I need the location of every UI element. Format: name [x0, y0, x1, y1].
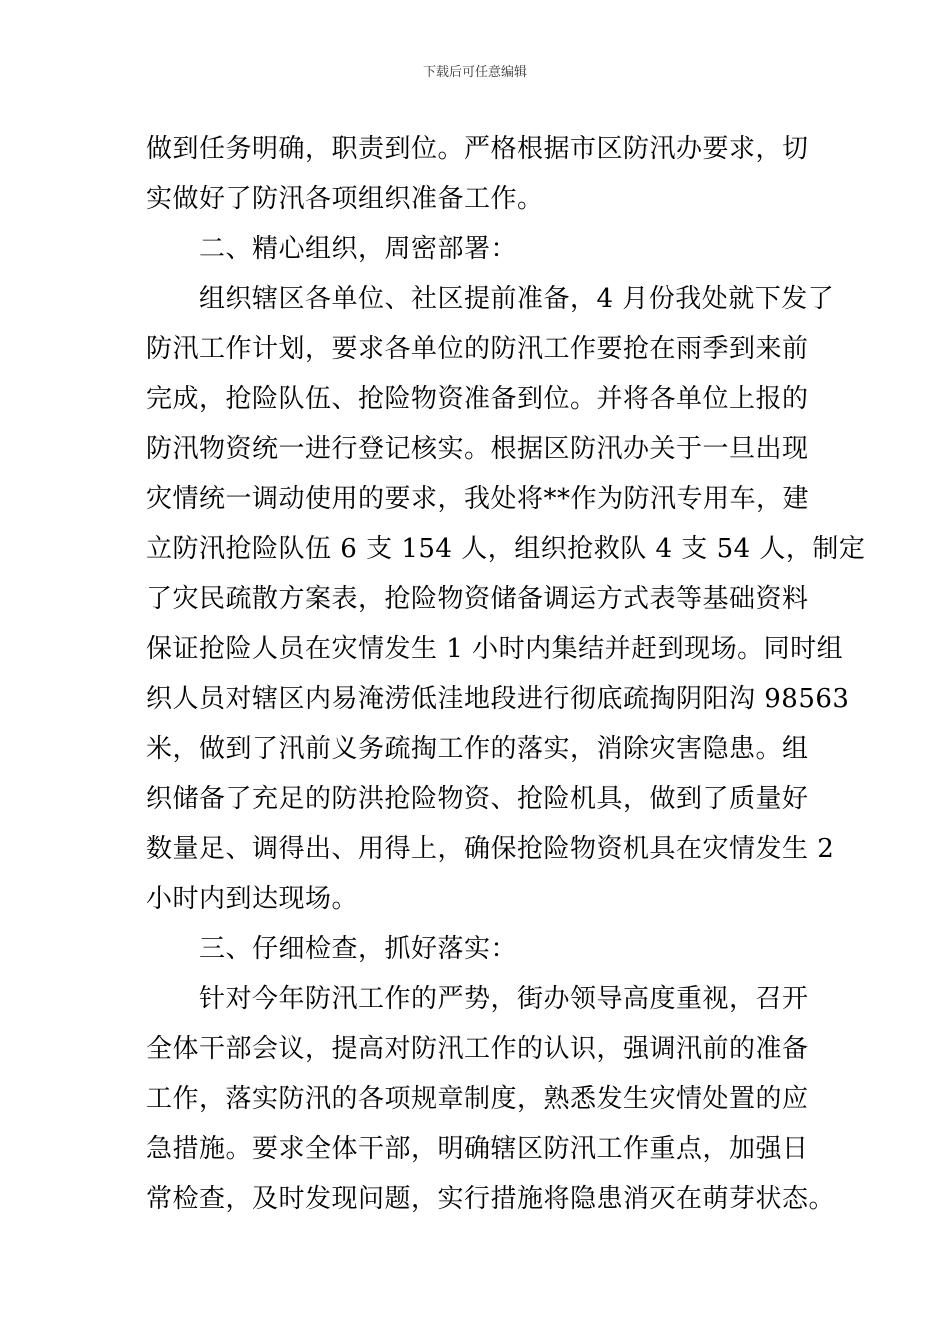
text-line: 实做好了防汛各项组织准备工作。: [146, 184, 544, 214]
text-line: 做到任务明确，职责到位。严格根据市区防汛办要求，切: [146, 134, 809, 164]
text-line: 织储备了充足的防洪抢险物资、抢险机具，做到了质量好: [146, 784, 809, 814]
text-line: 常检查，及时发现问题，实行措施将隐患消灭在萌芽状态。: [146, 1184, 836, 1214]
page-header: 下载后可任意编辑: [422, 65, 527, 80]
text-line: 小时内到达现场。: [146, 884, 359, 914]
text-line: 数量足、调得出、用得上，确保抢险物资机具在灾情发生 2: [146, 834, 835, 864]
section-heading: 三、仔细检查，抓好落实：: [146, 934, 518, 964]
text-line: 全体干部会议，提高对防汛工作的认识，强调汛前的准备: [146, 1034, 809, 1064]
text-line: 灾情统一调动使用的要求，我处将**作为防汛专用车，建: [146, 484, 810, 514]
text-line: 完成，抢险队伍、抢险物资准备到位。并将各单位上报的: [146, 384, 809, 414]
text-line: 针对今年防汛工作的严势，街办领导高度重视，召开: [146, 984, 809, 1014]
text-line: 急措施。要求全体干部，明确辖区防汛工作重点，加强日: [146, 1134, 809, 1164]
text-line: 米，做到了汛前义务疏掏工作的落实，消除灾害隐患。组: [146, 734, 809, 764]
text-line: 防汛工作计划，要求各单位的防汛工作要抢在雨季到来前: [146, 334, 809, 364]
text-line: 立防汛抢险队伍 6 支 154 人，组织抢救队 4 支 54 人，制定: [146, 534, 866, 564]
text-line: 了灾民疏散方案表，抢险物资储备调运方式表等基础资料: [146, 584, 809, 614]
text-line: 织人员对辖区内易淹涝低洼地段进行彻底疏掏阴阳沟 98563: [146, 684, 850, 714]
text-line: 保证抢险人员在灾情发生 1 小时内集结并赶到现场。同时组: [146, 634, 844, 664]
section-heading: 二、精心组织，周密部署：: [146, 234, 518, 264]
text-line: 工作，落实防汛的各项规章制度，熟悉发生灾情处置的应: [146, 1084, 809, 1114]
text-line: 防汛物资统一进行登记核实。根据区防汛办关于一旦出现: [146, 434, 809, 464]
text-line: 组织辖区各单位、社区提前准备，4 月份我处就下发了: [146, 284, 835, 314]
